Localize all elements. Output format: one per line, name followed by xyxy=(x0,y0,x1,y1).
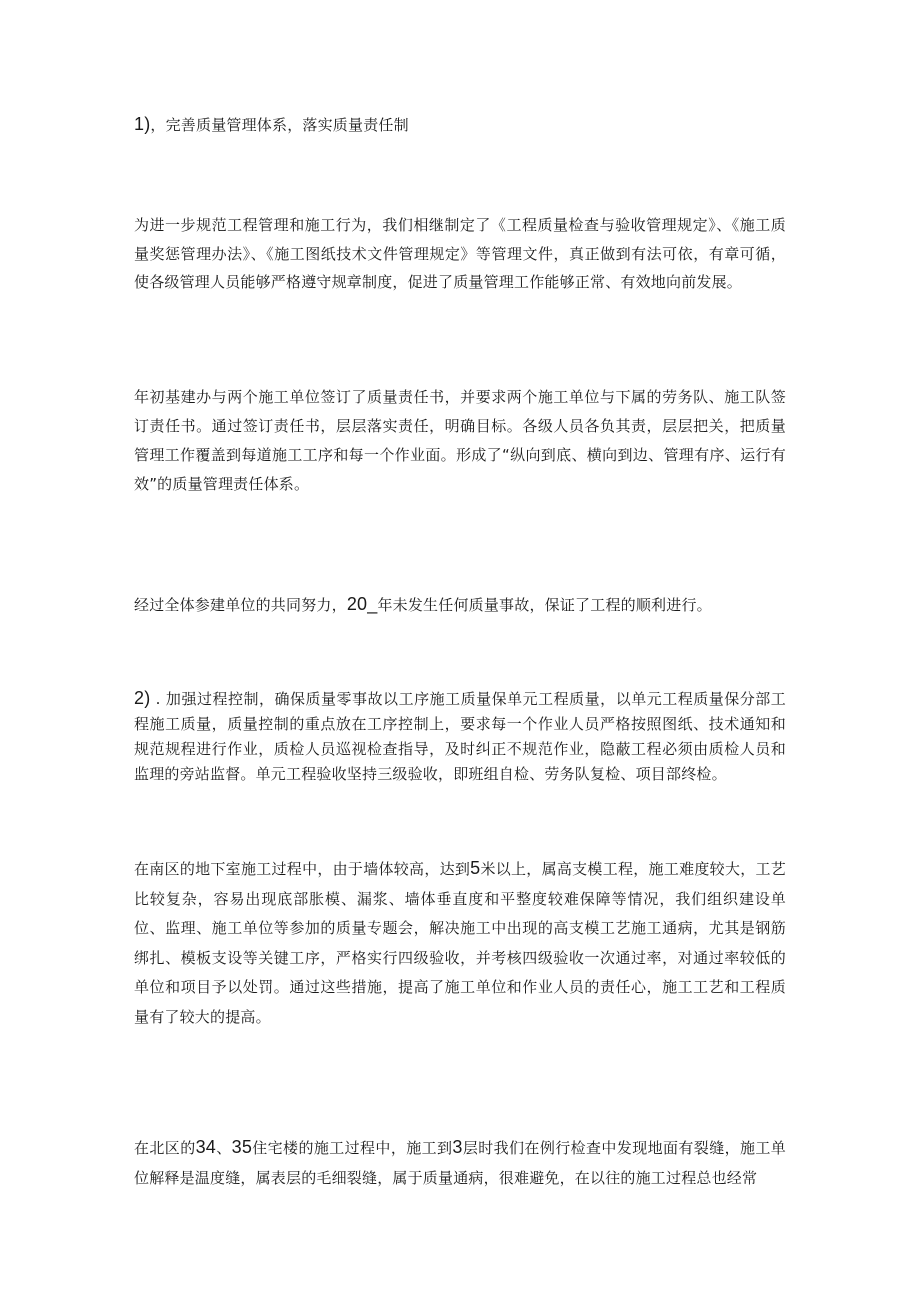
paragraph-process-control xyxy=(134,686,786,787)
paragraph-responsibility: 年初基建办与两个施工单位签订了质量责任书，并要求两个施工单位与下属的劳务队、施工队签订责任书。通过签订责任书，层层落实责任，明确目标。各级人员各负其责，层层把关，把质量管理工作覆盖到每道施工工序和每一个作业面。形成了“纵向到底、横向到边、管理有序、运行有效”的质量管理责任体系。 xyxy=(134,388,786,493)
heading-text: ，完善质量管理体系，落实质量责任制 xyxy=(150,116,409,134)
floor-number: 3 xyxy=(452,1137,463,1157)
section-number: 2) xyxy=(134,688,151,708)
text-segment: 经过全体参建单位的共同努力， xyxy=(134,596,347,614)
paragraph-regulations: 为进一步规范工程管理和施工行为，我们相继制定了《工程质量检查与验收管理规定》、《施工质量奖惩管理办法》、《施工图纸技术文件管理规定》等管理文件，真正做到有法可依，有章可循，使各级管理人员能够严格遵守规章制度，促进了质量管理工作能够正常、有效地向前发展。 xyxy=(134,216,786,291)
section-number: 1) xyxy=(134,114,151,134)
building-number: 35 xyxy=(231,1137,253,1157)
heading-quality-system xyxy=(134,111,786,139)
paragraph-north-buildings xyxy=(134,1132,786,1193)
year-value: 20_ xyxy=(346,594,378,614)
building-number: 34 xyxy=(195,1137,217,1157)
paragraph-no-accidents xyxy=(134,591,786,619)
text-segment: 年未发生任何质量事故，保证了工程的顺利进行。 xyxy=(377,596,712,614)
paragraph-text: . 加强过程控制，确保质量零事故以工序施工质量保单元工程质量，以单元工程质量保分部工程施工质量，质量控制的重点放在工序控制上，要求每一个作业人员严格按照图纸、技术通知和规范规程进行作业，质检人员巡视检查指导，及时纠正不规范作业，隐蔽工程必须由质检人员和监理的旁站监督。单元工程验收坚持三级验收，即班组自检、劳务队复检、项目部终检。 xyxy=(134,690,786,783)
text-segment: 、 xyxy=(216,1139,232,1157)
height-value: 5 xyxy=(470,858,481,878)
text-segment: 在南区的地下室施工过程中，由于墙体较高，达到 xyxy=(134,860,471,878)
text-segment: 住宅楼的施工过程中，施工到 xyxy=(252,1139,453,1157)
text-segment: 在北区的 xyxy=(134,1139,196,1157)
paragraph-south-basement xyxy=(134,854,786,1033)
text-segment: 米以上，属高支模工程，施工难度较大，工艺比较复杂，容易出现底部胀模、漏浆、墙体垂直度和平整度较难保障等情况，我们组织建设单位、监理、施工单位等参加的质量专题会，解决施工中出现的高支模工艺施工通病，尤其是钢筋绑扎、模板支设等关键工序，严格实行四级验收，并考核四级验收一次通过率，对通过率较低的单位和项目予以处罚。通过这些措施，提高了施工单位和作业人员的责任心，施工工艺和工程质量有了较大的提高。 xyxy=(134,860,786,1026)
text-segment: 层时我们在例行检查中发现地面有裂缝，施工单位解释是温度缝，属表层的毛细裂缝，属于质量通病，很难避免，在以往的施工过程总也经常 xyxy=(134,1139,786,1187)
